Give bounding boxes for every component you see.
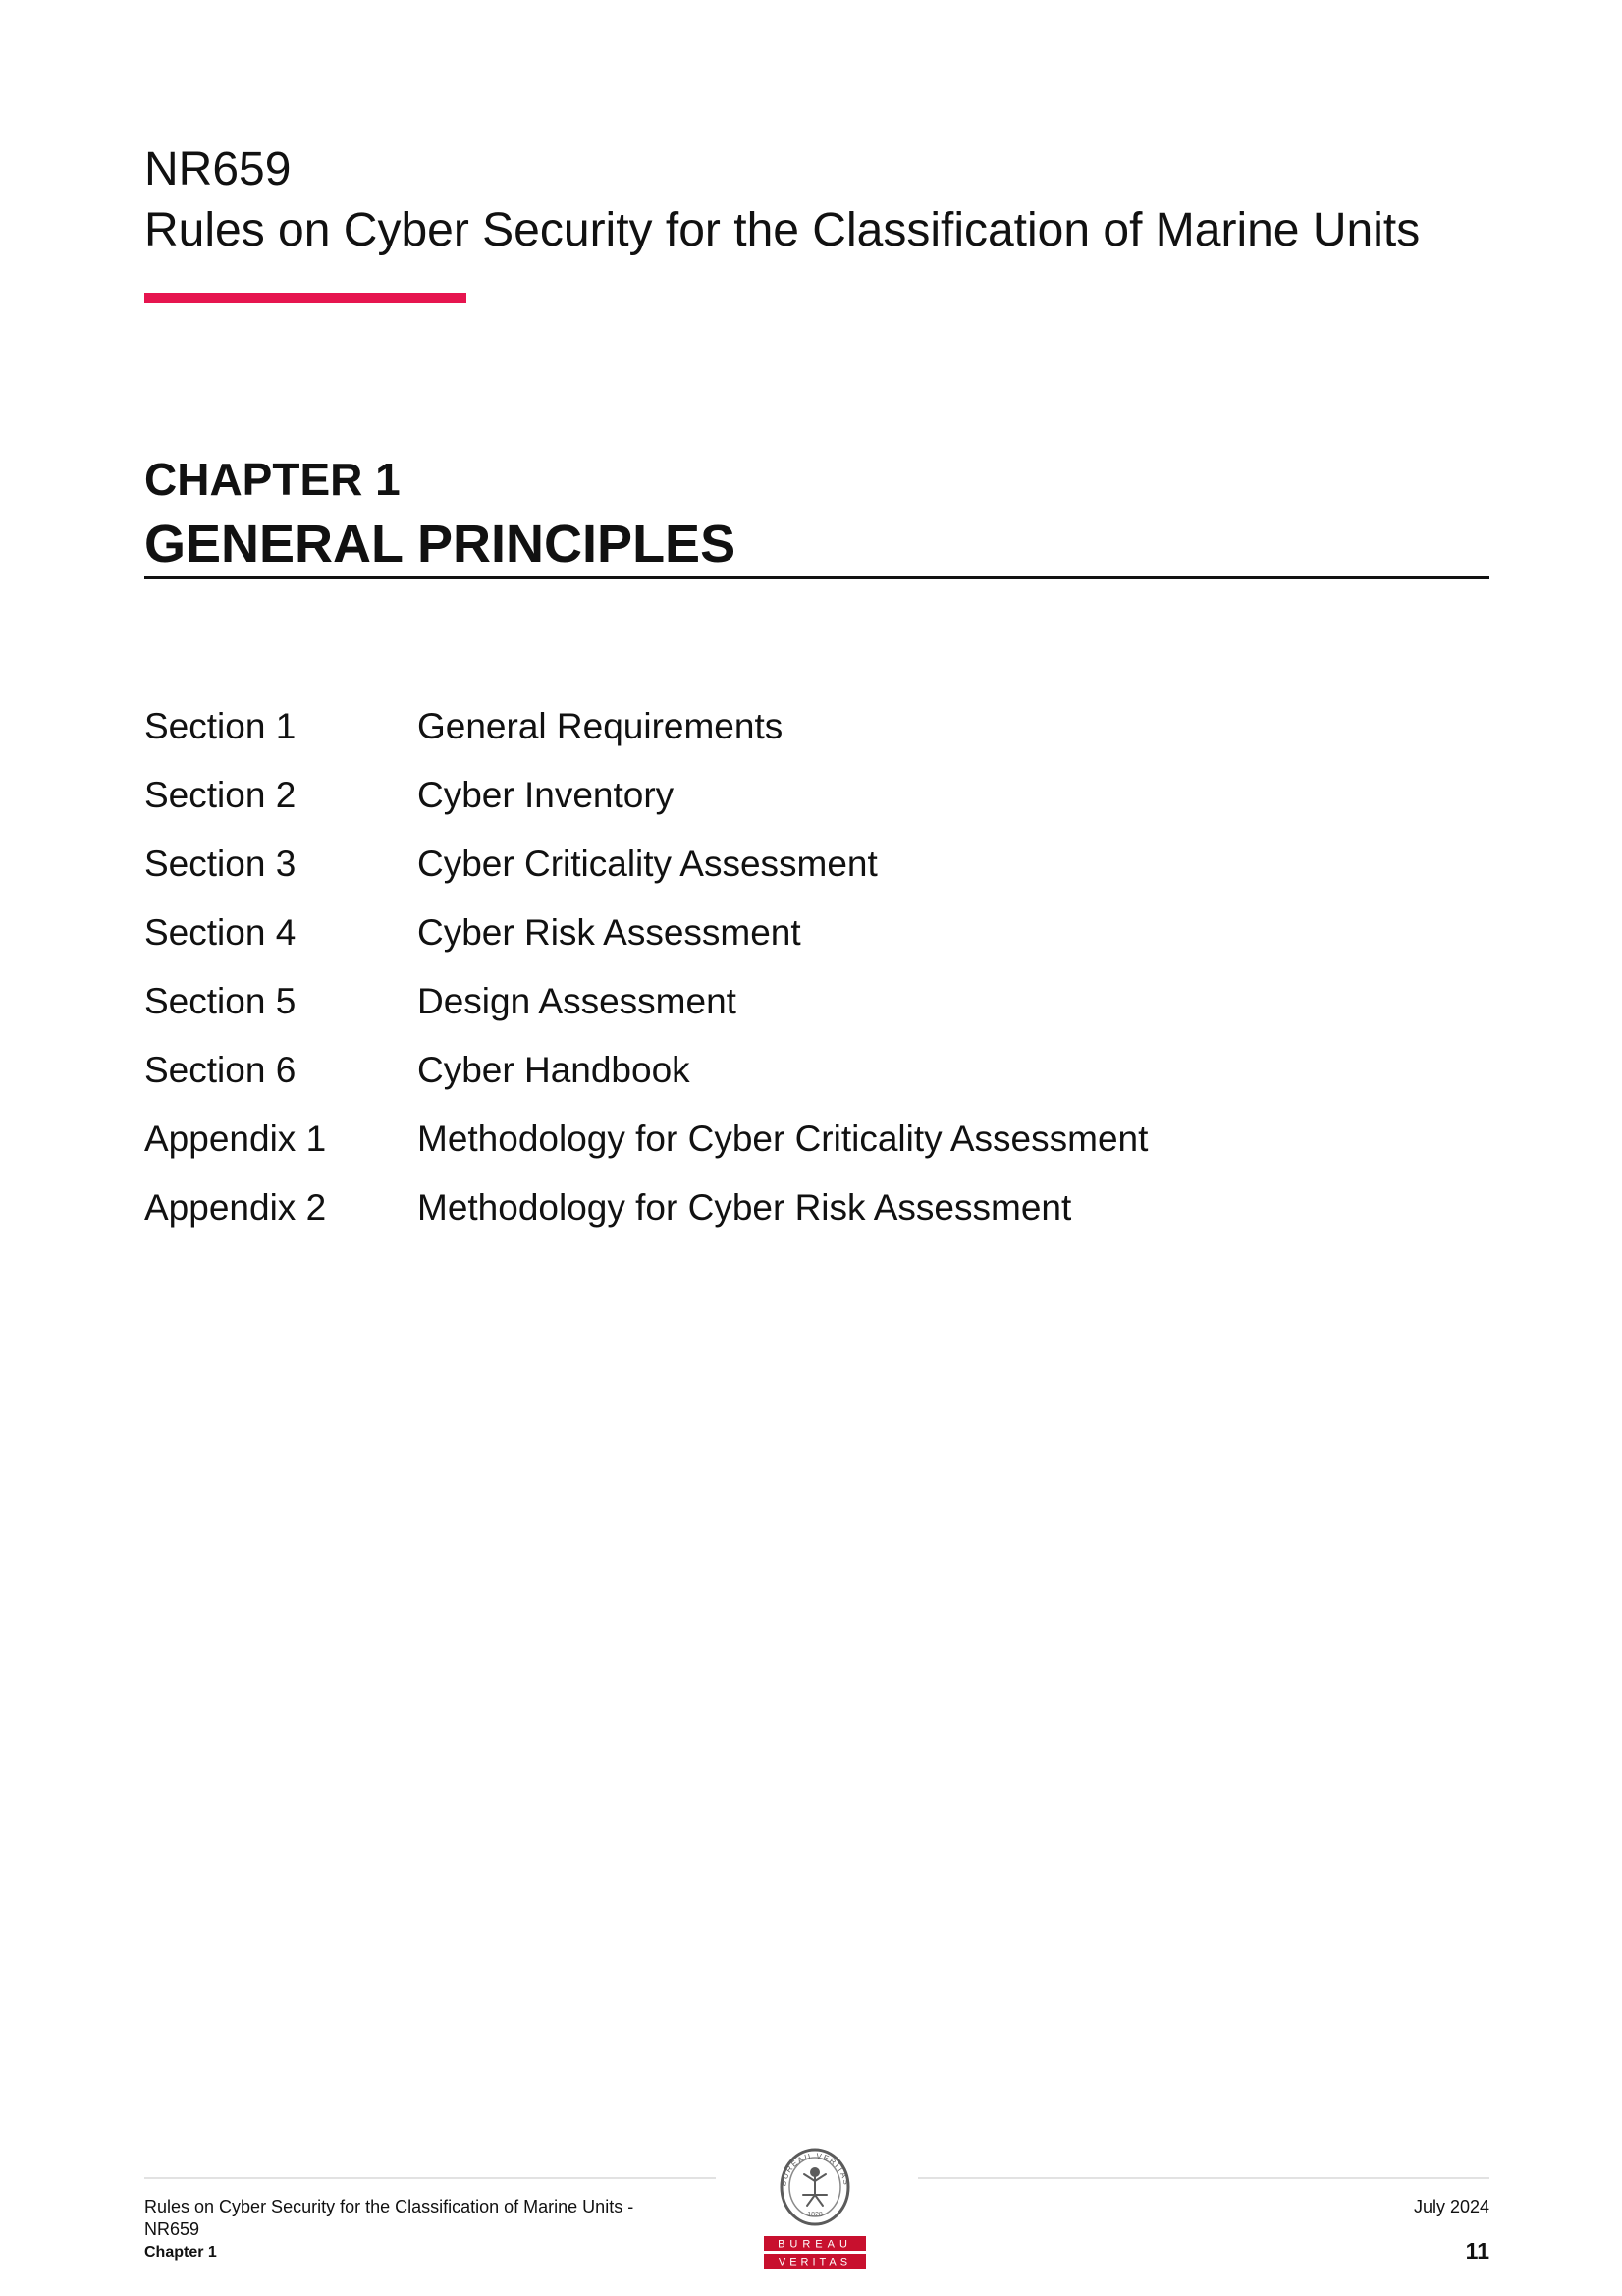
wordmark-line-2: VERITAS [778,2256,852,2269]
page-number: 11 [1465,2238,1489,2264]
footer-divider-left [144,2177,716,2179]
toc-entry-title: Cyber Inventory [417,775,675,815]
toc-entry-title: General Requirements [417,706,784,746]
toc-entry-section-4[interactable] [144,899,1421,967]
toc-entry-title: Design Assessment [417,981,736,1021]
toc-entry-label: Appendix 1 [144,1119,327,1159]
toc-entry-section-5[interactable] [144,967,1421,1036]
footer-chapter: Chapter 1 [144,2244,217,2261]
footer-divider-right [918,2177,1489,2179]
toc-entry-label: Section 3 [144,844,297,884]
chapter-title: GENERAL PRINCIPLES [144,515,736,574]
toc-entry-title: Cyber Risk Assessment [417,912,801,953]
toc-entry-label: Section 5 [144,981,297,1021]
footer-date: July 2024 [1413,2197,1489,2216]
toc-entry-label: Section 4 [144,912,297,953]
toc-entry-title: Methodology for Cyber Risk Assessment [417,1187,1072,1228]
footer-document-code: NR659 [144,2219,200,2239]
toc-entry-appendix-2[interactable] [144,1174,1421,1242]
toc-entry-label: Appendix 2 [144,1187,327,1228]
title-accent-bar [144,293,466,303]
wordmark-line-1: BUREAU [778,2238,852,2251]
toc-entry-section-2[interactable] [144,761,1421,830]
toc-entry-section-6[interactable] [144,1036,1421,1105]
toc-entry-label: Section 1 [144,706,297,746]
toc-entry-section-1[interactable] [144,692,1421,761]
chapter-contents-list [144,692,1421,1242]
toc-entry-label: Section 6 [144,1050,297,1090]
toc-entry-title: Cyber Handbook [417,1050,690,1090]
seal-top-text: BUREAU VERITAS [779,2151,851,2187]
chapter-divider [144,576,1489,579]
toc-entry-title: Cyber Criticality Assessment [417,844,878,884]
chapter-number: CHAPTER 1 [144,454,401,505]
document-title: Rules on Cyber Security for the Classification of Marine Units [144,204,1421,256]
document-code: NR659 [144,143,292,195]
toc-entry-label: Section 2 [144,775,297,815]
seal-year: 1828 [807,2212,823,2218]
toc-entry-title: Methodology for Cyber Criticality Assessment [417,1119,1149,1159]
footer-document-info [144,2196,694,2264]
footer-document-title: Rules on Cyber Security for the Classification of Marine Units - [144,2197,634,2216]
toc-entry-section-3[interactable] [144,830,1421,899]
bureau-veritas-seal-logo [764,2144,866,2269]
toc-entry-appendix-1[interactable] [144,1105,1421,1174]
